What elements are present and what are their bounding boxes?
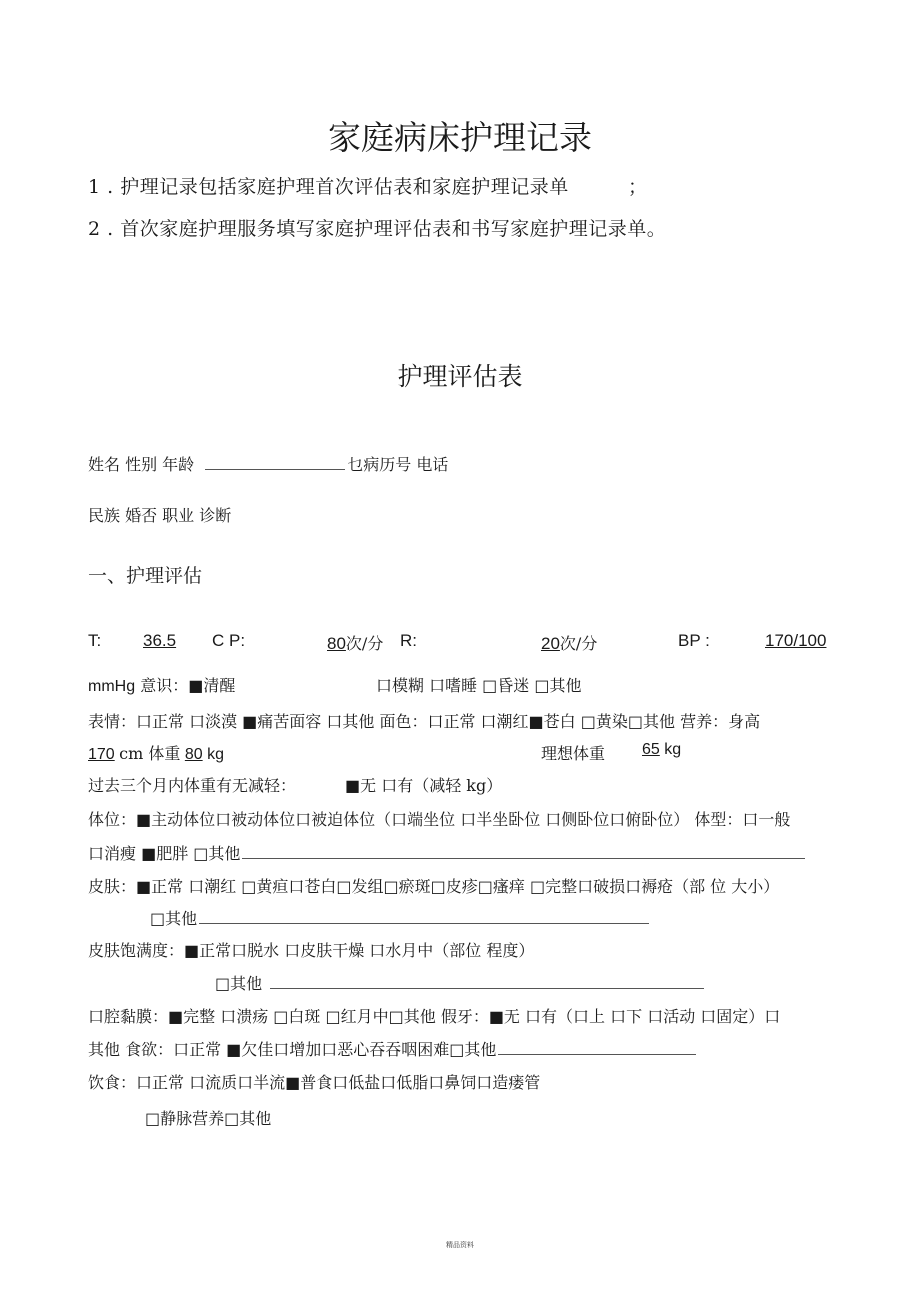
appetite-options: 其他 食欲：口正常 ■欠佳口增加口恶心吞吞咽困难□其他 xyxy=(88,1040,497,1059)
diet-line-2: □静脉营养□其他 xyxy=(145,1109,272,1128)
form-title: 护理评估表 xyxy=(397,362,523,391)
body-type-options: 口消瘦 ■肥胖 □其他 xyxy=(88,844,241,863)
age-blank xyxy=(205,468,345,470)
footer-label: 精品资料 xyxy=(446,1241,474,1249)
r-value: 20 xyxy=(541,634,560,653)
info-line-1 xyxy=(88,452,448,475)
ideal-weight-value: 65 xyxy=(642,741,660,758)
weight-loss-label: 过去三个月内体重有无减轻： xyxy=(88,776,297,795)
height-weight-line xyxy=(88,741,224,764)
t-label: T: xyxy=(88,631,102,650)
fullness-other-blank xyxy=(270,987,704,989)
r-group xyxy=(541,631,597,654)
skin-other-blank xyxy=(199,922,649,924)
skin-other-line xyxy=(150,906,649,929)
consciousness-clear: 意识：■清醒 xyxy=(140,676,236,695)
ideal-weight-label: 理想体重 xyxy=(541,744,606,763)
fullness-other-label: □其他 xyxy=(215,974,263,993)
cp-unit: 次/分 xyxy=(345,634,384,653)
cp-group xyxy=(327,631,383,654)
weight-unit: kg xyxy=(207,746,224,763)
body-type-other-blank xyxy=(242,857,805,859)
body-type-line xyxy=(88,841,805,864)
mmhg-unit: mmHg xyxy=(88,678,136,695)
diet-line: 饮食：口正常 口流质口半流■普食口低盐口低脂口鼻饲口造瘘管 xyxy=(88,1073,541,1092)
appetite-other-blank xyxy=(498,1053,696,1055)
fullness-other-line xyxy=(215,971,704,994)
consciousness-options: 口模糊 口嗜睡 □昏迷 □其他 xyxy=(376,676,582,695)
cp-label: C P: xyxy=(212,631,246,650)
skin-other-label: □其他 xyxy=(150,909,198,928)
oral-mucosa-line: 口腔黏膜：■完整 口溃疡 □白斑 □红月中□其他 假牙：■无 口有（口上 口下 口活动 口固定）口 xyxy=(88,1007,781,1026)
skin-line: 皮肤：■正常 口潮红 □黄疸口苍白□发组□瘀斑□皮疹□瘙痒 □完整口破损口褥疮（部 位 大小） xyxy=(88,877,780,896)
consciousness-line xyxy=(88,673,235,696)
ideal-weight-unit: kg xyxy=(664,741,682,758)
ideal-weight-group xyxy=(642,741,681,759)
t-value: 36.5 xyxy=(143,631,177,650)
name-sex-age-labels: 姓名 性别 年龄 xyxy=(88,455,195,474)
height-unit: cm 体重 xyxy=(119,744,181,763)
r-label: R: xyxy=(400,631,417,650)
note-2: 2 . 首次家庭护理服务填写家庭护理评估表和书写家庭护理记录单。 xyxy=(88,218,667,240)
info-line-2: 民族 婚否 职业 诊断 xyxy=(88,506,232,525)
bp-value: 170/100 xyxy=(765,631,827,650)
skin-fullness-line: 皮肤饱满度：■正常口脱水 口皮肤干燥 口水月中（部位 程度） xyxy=(88,941,535,960)
expression-line: 表情：口正常 口淡漠 ■痛苦面容 口其他 面色：口正常 口潮红■苍白 □黄染□其他 营养：身高 xyxy=(88,712,761,731)
document-title: 家庭病床护理记录 xyxy=(328,118,592,157)
r-unit: 次/分 xyxy=(559,634,598,653)
weight-value: 80 xyxy=(184,746,203,763)
note-1: 1 . 护理记录包括家庭护理首次评估表和家庭护理记录单 xyxy=(88,176,569,198)
section-nursing-assessment: 一、护理评估 xyxy=(88,565,203,587)
bp-label: BP : xyxy=(678,631,710,650)
note-1-semicolon: ； xyxy=(628,176,648,198)
appetite-line xyxy=(88,1037,696,1060)
height-value: 170 xyxy=(88,746,115,763)
posture-line: 体位：■主动体位口被动体位口被迫体位（口端坐位 口半坐卧位 口侧卧位口俯卧位） 体型：口一般 xyxy=(88,810,791,829)
weight-loss-options: ■无 口有（减轻 kg） xyxy=(345,776,503,795)
cp-value: 80 xyxy=(327,634,346,653)
record-phone-labels: 乜病历号 电话 xyxy=(347,455,449,474)
